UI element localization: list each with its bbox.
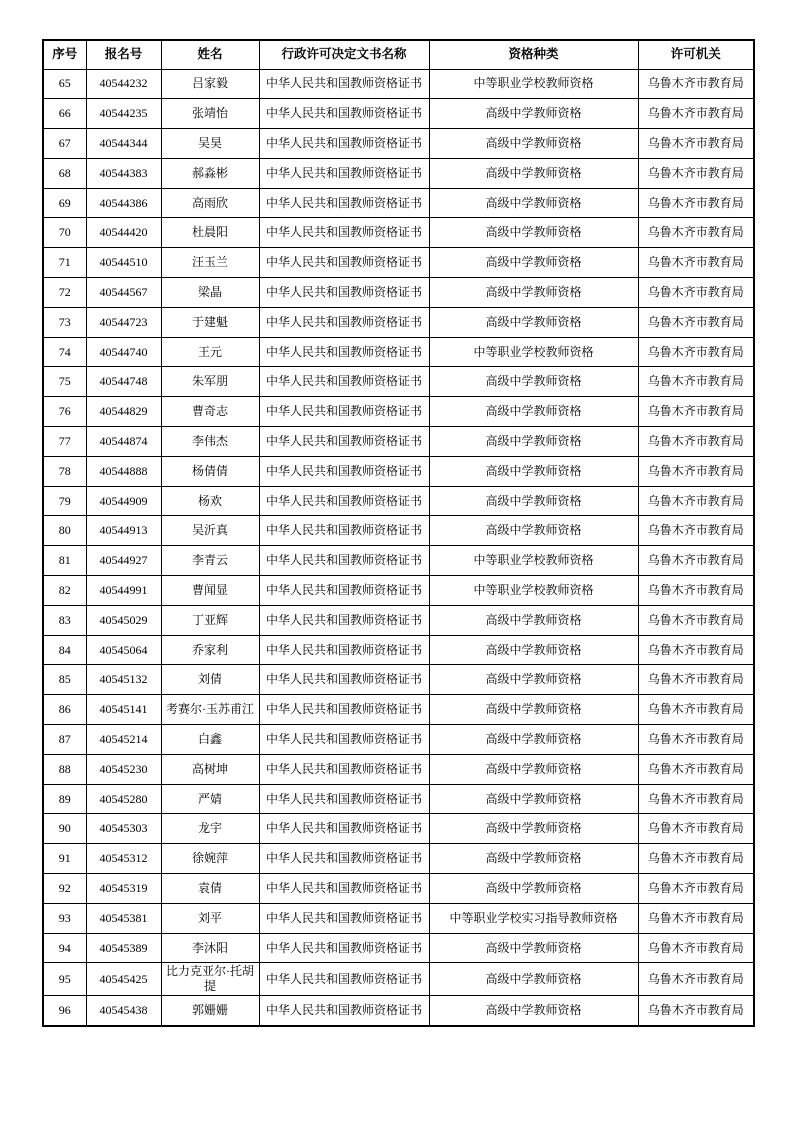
cell-qual-type: 高级中学教师资格	[429, 933, 638, 963]
cell-authority: 乌鲁木齐市教育局	[638, 546, 754, 576]
table-row	[43, 546, 754, 576]
cell-index: 82	[43, 576, 86, 606]
cell-index: 96	[43, 996, 86, 1026]
cell-name: 比力克亚尔·托胡提	[161, 963, 259, 996]
cell-index: 92	[43, 874, 86, 904]
cell-authority: 乌鲁木齐市教育局	[638, 725, 754, 755]
cell-reg-no: 40544991	[86, 576, 161, 606]
cell-name: 袁倩	[161, 874, 259, 904]
header-row	[43, 40, 754, 69]
cell-qual-type: 高级中学教师资格	[429, 129, 638, 159]
cell-authority: 乌鲁木齐市教育局	[638, 427, 754, 457]
cell-authority: 乌鲁木齐市教育局	[638, 933, 754, 963]
table-row	[43, 874, 754, 904]
cell-qual-type: 高级中学教师资格	[429, 367, 638, 397]
cell-index: 81	[43, 546, 86, 576]
table-row	[43, 725, 754, 755]
cell-doc-name: 中华人民共和国教师资格证书	[259, 397, 429, 427]
cell-doc-name: 中华人民共和国教师资格证书	[259, 129, 429, 159]
cell-qual-type: 高级中学教师资格	[429, 158, 638, 188]
cell-reg-no: 40544723	[86, 307, 161, 337]
cell-qual-type: 高级中学教师资格	[429, 605, 638, 635]
cell-reg-no: 40544386	[86, 188, 161, 218]
cell-qual-type: 高级中学教师资格	[429, 635, 638, 665]
cell-reg-no: 40545438	[86, 996, 161, 1026]
cell-qual-type: 高级中学教师资格	[429, 665, 638, 695]
cell-doc-name: 中华人民共和国教师资格证书	[259, 337, 429, 367]
cell-authority: 乌鲁木齐市教育局	[638, 218, 754, 248]
cell-name: 杜晨阳	[161, 218, 259, 248]
cell-reg-no: 40545312	[86, 844, 161, 874]
cell-index: 83	[43, 605, 86, 635]
cell-qual-type: 中等职业学校教师资格	[429, 576, 638, 606]
cell-authority: 乌鲁木齐市教育局	[638, 695, 754, 725]
column-header-authority: 许可机关	[638, 40, 754, 69]
cell-index: 69	[43, 188, 86, 218]
cell-qual-type: 高级中学教师资格	[429, 844, 638, 874]
cell-name: 王元	[161, 337, 259, 367]
cell-index: 95	[43, 963, 86, 996]
cell-doc-name: 中华人民共和国教师资格证书	[259, 963, 429, 996]
cell-name: 张靖怡	[161, 99, 259, 129]
cell-name: 刘倩	[161, 665, 259, 695]
cell-qual-type: 高级中学教师资格	[429, 486, 638, 516]
cell-index: 73	[43, 307, 86, 337]
table-row	[43, 367, 754, 397]
cell-authority: 乌鲁木齐市教育局	[638, 99, 754, 129]
cell-index: 67	[43, 129, 86, 159]
cell-reg-no: 40544383	[86, 158, 161, 188]
table-row	[43, 188, 754, 218]
cell-doc-name: 中华人民共和国教师资格证书	[259, 605, 429, 635]
cell-name: 严婧	[161, 784, 259, 814]
cell-authority: 乌鲁木齐市教育局	[638, 248, 754, 278]
cell-qual-type: 高级中学教师资格	[429, 695, 638, 725]
table-row	[43, 996, 754, 1026]
cell-name: 郭姗姗	[161, 996, 259, 1026]
cell-authority: 乌鲁木齐市教育局	[638, 129, 754, 159]
cell-name: 曹奇志	[161, 397, 259, 427]
cell-reg-no: 40545280	[86, 784, 161, 814]
cell-doc-name: 中华人民共和国教师资格证书	[259, 307, 429, 337]
cell-reg-no: 40545303	[86, 814, 161, 844]
cell-doc-name: 中华人民共和国教师资格证书	[259, 844, 429, 874]
cell-reg-no: 40544510	[86, 248, 161, 278]
cell-name: 高树坤	[161, 754, 259, 784]
cell-qual-type: 高级中学教师资格	[429, 963, 638, 996]
cell-qual-type: 中等职业学校教师资格	[429, 546, 638, 576]
cell-doc-name: 中华人民共和国教师资格证书	[259, 158, 429, 188]
cell-authority: 乌鲁木齐市教育局	[638, 635, 754, 665]
cell-index: 84	[43, 635, 86, 665]
cell-qual-type: 高级中学教师资格	[429, 874, 638, 904]
cell-doc-name: 中华人民共和国教师资格证书	[259, 576, 429, 606]
table-row	[43, 516, 754, 546]
cell-authority: 乌鲁木齐市教育局	[638, 903, 754, 933]
cell-doc-name: 中华人民共和国教师资格证书	[259, 188, 429, 218]
cell-reg-no: 40544874	[86, 427, 161, 457]
column-header-qual-type: 资格种类	[429, 40, 638, 69]
cell-name: 曹闻显	[161, 576, 259, 606]
cell-qual-type: 高级中学教师资格	[429, 397, 638, 427]
cell-authority: 乌鲁木齐市教育局	[638, 337, 754, 367]
cell-doc-name: 中华人民共和国教师资格证书	[259, 516, 429, 546]
table-row	[43, 635, 754, 665]
cell-reg-no: 40545029	[86, 605, 161, 635]
cell-reg-no: 40544232	[86, 69, 161, 99]
cell-index: 74	[43, 337, 86, 367]
table-row	[43, 814, 754, 844]
cell-index: 93	[43, 903, 86, 933]
cell-authority: 乌鲁木齐市教育局	[638, 576, 754, 606]
cell-doc-name: 中华人民共和国教师资格证书	[259, 69, 429, 99]
table-row	[43, 605, 754, 635]
table-row	[43, 576, 754, 606]
column-header-doc-name: 行政许可决定文书名称	[259, 40, 429, 69]
cell-name: 徐婉萍	[161, 844, 259, 874]
cell-index: 77	[43, 427, 86, 457]
cell-authority: 乌鲁木齐市教育局	[638, 278, 754, 308]
cell-authority: 乌鲁木齐市教育局	[638, 516, 754, 546]
cell-reg-no: 40544567	[86, 278, 161, 308]
cell-authority: 乌鲁木齐市教育局	[638, 397, 754, 427]
table-row	[43, 456, 754, 486]
cell-index: 80	[43, 516, 86, 546]
cell-index: 65	[43, 69, 86, 99]
cell-qual-type: 高级中学教师资格	[429, 456, 638, 486]
cell-authority: 乌鲁木齐市教育局	[638, 486, 754, 516]
table-row	[43, 933, 754, 963]
table-body	[43, 69, 754, 1026]
cell-qual-type: 中等职业学校实习指导教师资格	[429, 903, 638, 933]
cell-qual-type: 高级中学教师资格	[429, 218, 638, 248]
cell-qual-type: 高级中学教师资格	[429, 754, 638, 784]
cell-index: 90	[43, 814, 86, 844]
cell-name: 考赛尔·玉苏甫江	[161, 695, 259, 725]
table-row	[43, 665, 754, 695]
cell-authority: 乌鲁木齐市教育局	[638, 996, 754, 1026]
column-header-reg-no: 报名号	[86, 40, 161, 69]
table-row	[43, 278, 754, 308]
cell-name: 吴昊	[161, 129, 259, 159]
cell-reg-no: 40545230	[86, 754, 161, 784]
cell-index: 66	[43, 99, 86, 129]
cell-doc-name: 中华人民共和国教师资格证书	[259, 546, 429, 576]
cell-authority: 乌鲁木齐市教育局	[638, 963, 754, 996]
cell-doc-name: 中华人民共和国教师资格证书	[259, 456, 429, 486]
cell-qual-type: 高级中学教师资格	[429, 248, 638, 278]
cell-reg-no: 40544344	[86, 129, 161, 159]
table-row	[43, 248, 754, 278]
cell-reg-no: 40545064	[86, 635, 161, 665]
cell-doc-name: 中华人民共和国教师资格证书	[259, 784, 429, 814]
cell-name: 汪玉兰	[161, 248, 259, 278]
table-header	[43, 40, 754, 69]
cell-doc-name: 中华人民共和国教师资格证书	[259, 486, 429, 516]
cell-reg-no: 40545141	[86, 695, 161, 725]
column-header-name: 姓名	[161, 40, 259, 69]
cell-reg-no: 40544909	[86, 486, 161, 516]
cell-reg-no: 40544829	[86, 397, 161, 427]
cell-reg-no: 40545132	[86, 665, 161, 695]
table-row	[43, 844, 754, 874]
cell-name: 高雨欣	[161, 188, 259, 218]
cell-doc-name: 中华人民共和国教师资格证书	[259, 99, 429, 129]
cell-reg-no: 40544927	[86, 546, 161, 576]
cell-index: 75	[43, 367, 86, 397]
table-row	[43, 337, 754, 367]
cell-reg-no: 40545214	[86, 725, 161, 755]
cell-qual-type: 高级中学教师资格	[429, 278, 638, 308]
cell-authority: 乌鲁木齐市教育局	[638, 814, 754, 844]
table-row	[43, 99, 754, 129]
cell-doc-name: 中华人民共和国教师资格证书	[259, 874, 429, 904]
table-row	[43, 69, 754, 99]
cell-authority: 乌鲁木齐市教育局	[638, 784, 754, 814]
cell-name: 李伟杰	[161, 427, 259, 457]
cell-index: 78	[43, 456, 86, 486]
cell-qual-type: 高级中学教师资格	[429, 814, 638, 844]
table-row	[43, 397, 754, 427]
table-row	[43, 784, 754, 814]
table-row	[43, 218, 754, 248]
cell-name: 杨倩倩	[161, 456, 259, 486]
cell-doc-name: 中华人民共和国教师资格证书	[259, 933, 429, 963]
cell-qual-type: 高级中学教师资格	[429, 427, 638, 457]
table-row	[43, 129, 754, 159]
cell-name: 郝淼彬	[161, 158, 259, 188]
cell-name: 梁晶	[161, 278, 259, 308]
cell-name: 丁亚辉	[161, 605, 259, 635]
cell-index: 89	[43, 784, 86, 814]
cell-index: 79	[43, 486, 86, 516]
cell-doc-name: 中华人民共和国教师资格证书	[259, 635, 429, 665]
column-header-index: 序号	[43, 40, 86, 69]
cell-authority: 乌鲁木齐市教育局	[638, 874, 754, 904]
table-row	[43, 307, 754, 337]
cell-qual-type: 中等职业学校教师资格	[429, 337, 638, 367]
table-row	[43, 486, 754, 516]
cell-name: 杨欢	[161, 486, 259, 516]
cell-reg-no: 40544888	[86, 456, 161, 486]
cell-name: 李沐阳	[161, 933, 259, 963]
cell-index: 94	[43, 933, 86, 963]
cell-doc-name: 中华人民共和国教师资格证书	[259, 754, 429, 784]
table-row	[43, 903, 754, 933]
cell-qual-type: 高级中学教师资格	[429, 725, 638, 755]
cell-name: 白鑫	[161, 725, 259, 755]
cell-index: 68	[43, 158, 86, 188]
cell-qual-type: 高级中学教师资格	[429, 99, 638, 129]
cell-authority: 乌鲁木齐市教育局	[638, 456, 754, 486]
table-row	[43, 963, 754, 996]
cell-reg-no: 40544748	[86, 367, 161, 397]
cell-index: 91	[43, 844, 86, 874]
cell-doc-name: 中华人民共和国教师资格证书	[259, 695, 429, 725]
cell-doc-name: 中华人民共和国教师资格证书	[259, 665, 429, 695]
cell-name: 刘平	[161, 903, 259, 933]
cell-doc-name: 中华人民共和国教师资格证书	[259, 725, 429, 755]
cell-reg-no: 40545381	[86, 903, 161, 933]
cell-authority: 乌鲁木齐市教育局	[638, 665, 754, 695]
cell-doc-name: 中华人民共和国教师资格证书	[259, 278, 429, 308]
cell-index: 72	[43, 278, 86, 308]
table-row	[43, 158, 754, 188]
cell-index: 70	[43, 218, 86, 248]
cell-authority: 乌鲁木齐市教育局	[638, 844, 754, 874]
cell-qual-type: 高级中学教师资格	[429, 784, 638, 814]
cell-doc-name: 中华人民共和国教师资格证书	[259, 996, 429, 1026]
cell-authority: 乌鲁木齐市教育局	[638, 307, 754, 337]
cell-index: 85	[43, 665, 86, 695]
cell-reg-no: 40545389	[86, 933, 161, 963]
cell-name: 吕家毅	[161, 69, 259, 99]
cell-name: 朱军朋	[161, 367, 259, 397]
cell-reg-no: 40544740	[86, 337, 161, 367]
cell-authority: 乌鲁木齐市教育局	[638, 158, 754, 188]
cell-name: 吴沂真	[161, 516, 259, 546]
cell-qual-type: 高级中学教师资格	[429, 516, 638, 546]
cell-reg-no: 40544420	[86, 218, 161, 248]
cell-reg-no: 40545425	[86, 963, 161, 996]
cell-reg-no: 40545319	[86, 874, 161, 904]
cell-authority: 乌鲁木齐市教育局	[638, 188, 754, 218]
table-row	[43, 695, 754, 725]
cell-doc-name: 中华人民共和国教师资格证书	[259, 903, 429, 933]
cell-name: 乔家利	[161, 635, 259, 665]
cell-doc-name: 中华人民共和国教师资格证书	[259, 814, 429, 844]
cell-doc-name: 中华人民共和国教师资格证书	[259, 427, 429, 457]
cell-index: 71	[43, 248, 86, 278]
cell-qual-type: 高级中学教师资格	[429, 188, 638, 218]
cell-doc-name: 中华人民共和国教师资格证书	[259, 248, 429, 278]
cell-authority: 乌鲁木齐市教育局	[638, 69, 754, 99]
cell-name: 龙宇	[161, 814, 259, 844]
records-table	[42, 39, 755, 1027]
cell-reg-no: 40544235	[86, 99, 161, 129]
cell-qual-type: 中等职业学校教师资格	[429, 69, 638, 99]
table-row	[43, 754, 754, 784]
cell-doc-name: 中华人民共和国教师资格证书	[259, 218, 429, 248]
cell-qual-type: 高级中学教师资格	[429, 307, 638, 337]
cell-name: 于建魁	[161, 307, 259, 337]
table-row	[43, 427, 754, 457]
cell-authority: 乌鲁木齐市教育局	[638, 605, 754, 635]
cell-doc-name: 中华人民共和国教师资格证书	[259, 367, 429, 397]
cell-index: 87	[43, 725, 86, 755]
cell-index: 88	[43, 754, 86, 784]
cell-name: 李青云	[161, 546, 259, 576]
cell-index: 76	[43, 397, 86, 427]
cell-qual-type: 高级中学教师资格	[429, 996, 638, 1026]
cell-authority: 乌鲁木齐市教育局	[638, 754, 754, 784]
cell-authority: 乌鲁木齐市教育局	[638, 367, 754, 397]
cell-index: 86	[43, 695, 86, 725]
cell-reg-no: 40544913	[86, 516, 161, 546]
